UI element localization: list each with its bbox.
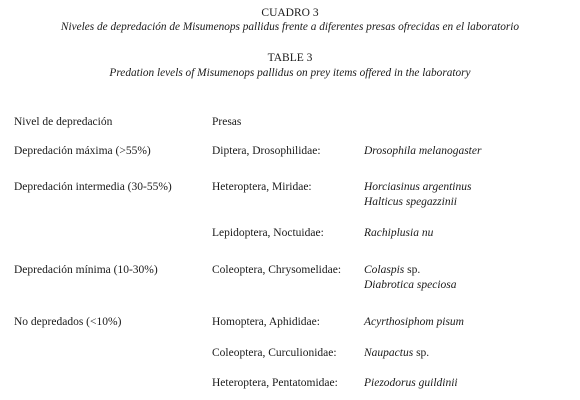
table-label: TABLE 3 — [267, 52, 313, 64]
column-header-level: Nivel de depredación — [14, 116, 113, 128]
row-level: Depredación intermedia (30-55%) — [14, 181, 172, 193]
row-family: Coleoptera, Chrysomelidae: — [212, 264, 342, 276]
table-caption: Predation levels of Misumenops pallidus on prey items offered in the laboratory — [109, 67, 471, 79]
row-species: Horciasinus argentinus — [364, 181, 472, 193]
row-species: Acyrthosiphom pisum — [364, 316, 464, 328]
row-family: Homoptera, Aphididae: — [212, 316, 320, 328]
species-genus: Colaspis — [364, 264, 405, 276]
row-species — [364, 346, 429, 360]
row-species: Piezodorus guildinii — [364, 377, 458, 389]
species-suffix: sp. — [416, 347, 430, 359]
cuadro-label: CUADRO 3 — [261, 7, 319, 19]
row-level: Depredación mínima (10-30%) — [14, 264, 158, 276]
row-species: Rachiplusia nu — [364, 227, 434, 239]
row-family: Coleoptera, Curculionidae: — [212, 347, 337, 359]
row-level: No depredados (<10%) — [14, 316, 122, 328]
species-suffix: sp. — [407, 264, 421, 276]
row-species — [364, 263, 420, 277]
row-family: Lepidoptera, Noctuidae: — [212, 227, 324, 239]
row-species: Halticus spegazzinii — [364, 196, 457, 208]
row-family: Diptera, Drosophilidae: — [212, 145, 321, 157]
species-genus: Naupactus — [364, 347, 414, 359]
row-family: Heteroptera, Pentatomidae: — [212, 377, 338, 389]
column-header-prey: Presas — [212, 116, 242, 128]
row-species: Diabrotica speciosa — [364, 279, 457, 291]
row-family: Heteroptera, Miridae: — [212, 181, 312, 193]
row-level: Depredación máxima (>55%) — [14, 145, 151, 157]
row-species: Drosophila melanogaster — [364, 145, 482, 157]
cuadro-caption: Niveles de depredación de Misumenops pallidus frente a diferentes presas ofrecidas en el laboratorio — [60, 21, 520, 33]
